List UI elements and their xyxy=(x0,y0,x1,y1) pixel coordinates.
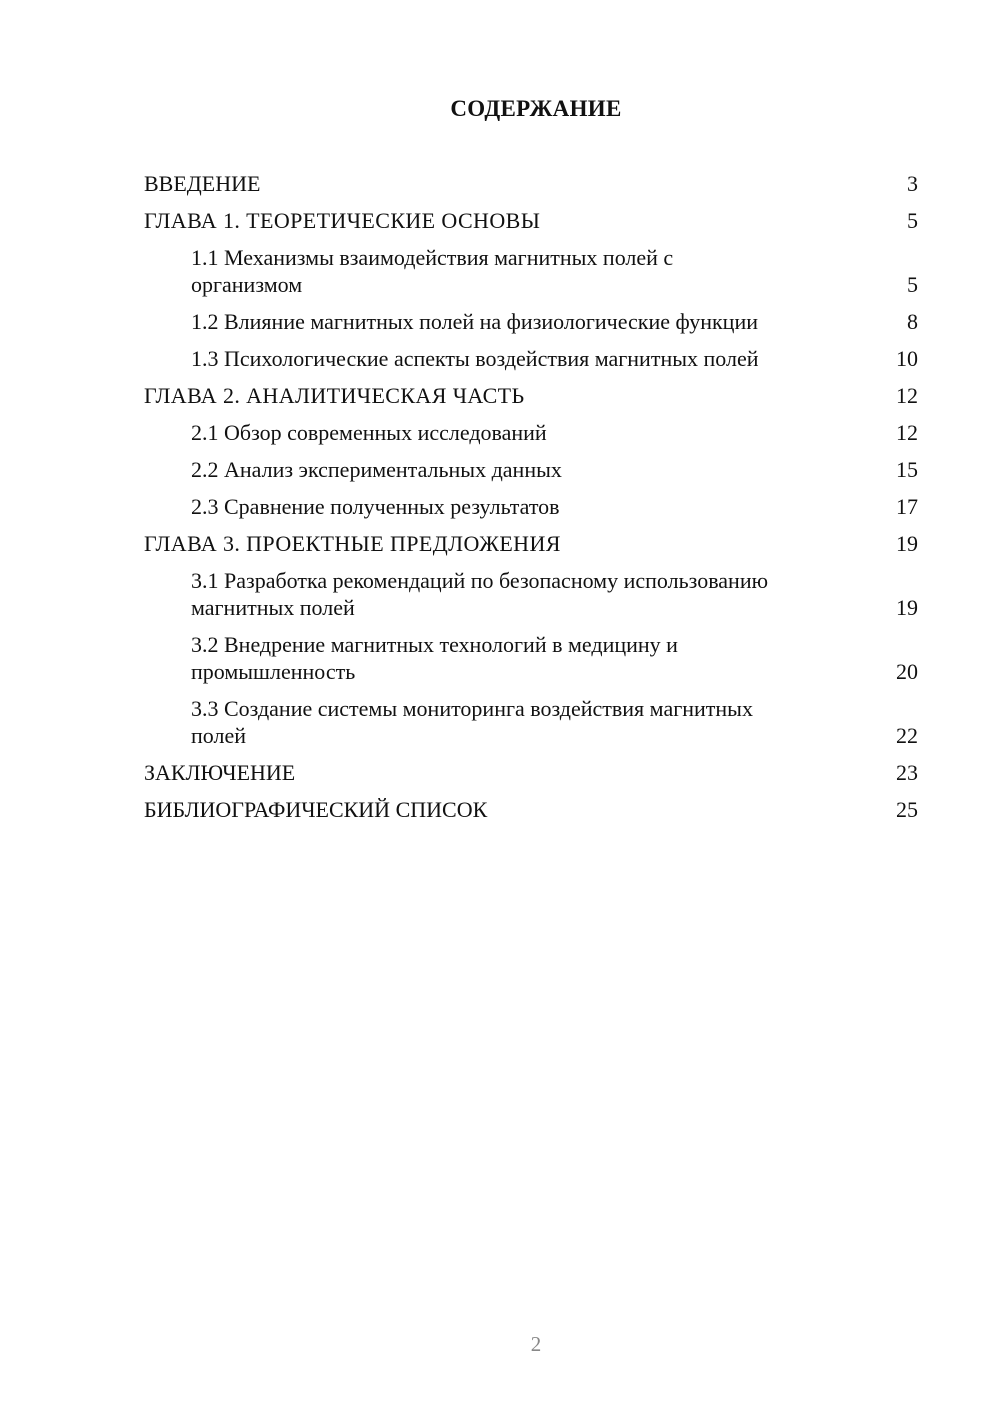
toc-entry-label: БИБЛИОГРАФИЧЕСКИЙ СПИСОК xyxy=(144,797,488,822)
toc-entry-section-2-1[interactable] xyxy=(144,419,918,446)
toc-entry-page: 8 xyxy=(907,309,918,334)
toc-entry-label: ВВЕДЕНИЕ xyxy=(144,171,261,196)
toc-entry-page: 17 xyxy=(896,494,918,519)
toc-entry-section-1-1[interactable] xyxy=(144,244,918,298)
toc-entry-section-1-3[interactable] xyxy=(144,345,918,372)
toc-entry-page: 12 xyxy=(896,383,918,408)
toc-entry-label: 3.1 Разработка рекомендаций по безопасному использованию магнитных полей xyxy=(191,568,769,620)
toc-entry-introduction[interactable] xyxy=(144,170,918,197)
toc-entry-page: 25 xyxy=(896,797,918,822)
toc-entry-section-3-1[interactable] xyxy=(144,567,918,621)
table-of-contents xyxy=(144,170,918,833)
toc-entry-label: ГЛАВА 1. ТЕОРЕТИЧЕСКИЕ ОСНОВЫ xyxy=(144,208,541,233)
toc-entry-chapter-1[interactable] xyxy=(144,207,918,234)
toc-entry-section-1-2[interactable] xyxy=(144,308,918,335)
toc-entry-label: ГЛАВА 3. ПРОЕКТНЫЕ ПРЕДЛОЖЕНИЯ xyxy=(144,531,561,556)
toc-entry-label: 3.2 Внедрение магнитных технологий в медицину и промышленность xyxy=(191,632,678,684)
toc-entry-chapter-2[interactable] xyxy=(144,382,918,409)
toc-entry-label: 2.3 Сравнение полученных результатов xyxy=(191,494,560,519)
toc-entry-label: 1.3 Психологические аспекты воздействия магнитных полей xyxy=(191,346,759,371)
toc-entry-page: 15 xyxy=(896,457,918,482)
toc-entry-page: 19 xyxy=(896,531,918,556)
toc-entry-label: ГЛАВА 2. АНАЛИТИЧЕСКАЯ ЧАСТЬ xyxy=(144,383,525,408)
toc-entry-label: 1.2 Влияние магнитных полей на физиологические функции xyxy=(191,309,759,334)
toc-entry-chapter-3[interactable] xyxy=(144,530,918,557)
toc-entry-section-2-2[interactable] xyxy=(144,456,918,483)
toc-entry-page: 5 xyxy=(907,272,918,297)
toc-entry-page: 3 xyxy=(907,171,918,196)
toc-entry-page: 12 xyxy=(896,420,918,445)
page-number: 2 xyxy=(530,1332,542,1356)
toc-entry-page: 23 xyxy=(896,760,918,785)
toc-entry-page: 10 xyxy=(896,346,918,371)
toc-entry-page: 19 xyxy=(896,595,918,620)
toc-entry-conclusion[interactable] xyxy=(144,759,918,786)
page-title: СОДЕРЖАНИЕ xyxy=(450,96,622,121)
toc-entry-label: 2.2 Анализ экспериментальных данных xyxy=(191,457,562,482)
toc-entry-label: 1.1 Механизмы взаимодействия магнитных полей с организмом xyxy=(191,245,674,297)
toc-entry-page: 20 xyxy=(896,659,918,684)
toc-entry-label: 3.3 Создание системы мониторинга воздействия магнитных полей xyxy=(191,696,753,748)
toc-entry-section-2-3[interactable] xyxy=(144,493,918,520)
toc-entry-label: 2.1 Обзор современных исследований xyxy=(191,420,547,445)
toc-entry-section-3-3[interactable] xyxy=(144,695,918,749)
toc-entry-page: 5 xyxy=(907,208,918,233)
toc-entry-label: ЗАКЛЮЧЕНИЕ xyxy=(144,760,296,785)
toc-entry-section-3-2[interactable] xyxy=(144,631,918,685)
toc-entry-bibliography[interactable] xyxy=(144,796,918,823)
toc-entry-page: 22 xyxy=(896,723,918,748)
